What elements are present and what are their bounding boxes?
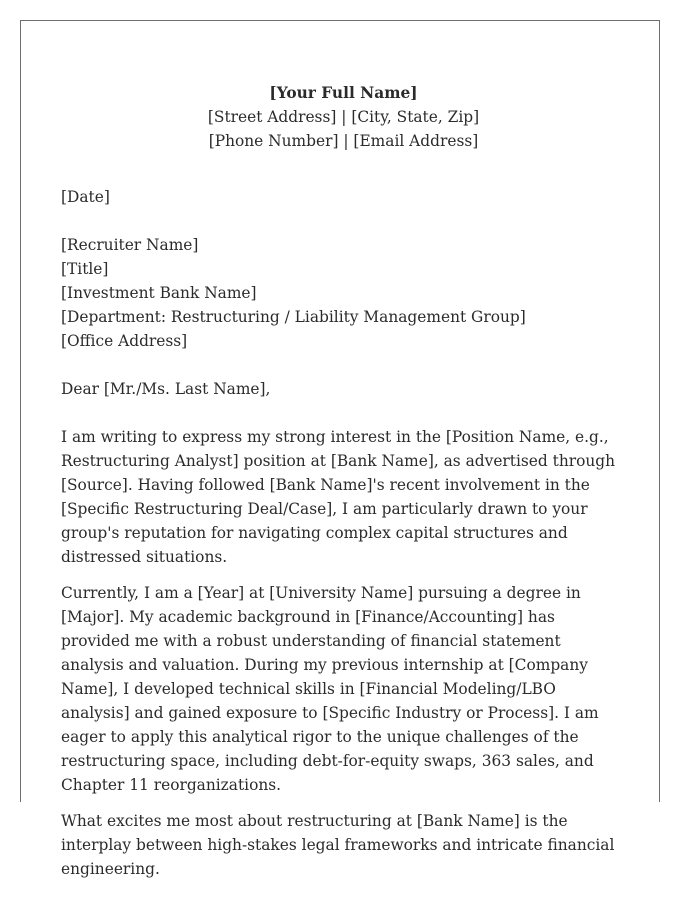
body-paragraph-2: Currently, I am a [Year] at [University Name] pursuing a degree in [Major]. My academic background in [Finance/Accounting] has provided me with a robust understanding of financial statement analysis and valuation. During my previous internship at [Company Name], I developed technical skills in [Financial Modeling/LBO analysis] and gained exposure to [Specific Industry or Process]. I am eager to apply this analytical rigor to the unique challenges of the restructuring space, including debt-for-equity swaps, 363 sales, and Chapter 11 reorganizations.: [61, 584, 599, 794]
sender-name: [Your Full Name]: [269, 84, 418, 102]
recipient-block: [61, 233, 626, 353]
recipient-title: [Title]: [61, 260, 109, 278]
recipient-address: [Office Address]: [61, 332, 188, 350]
salutation-block: [61, 377, 626, 401]
body-paragraph-1: I am writing to express my strong interest in the [Position Name, e.g., Restructuring Analyst] position at [Bank Name], as advertised through [Source]. Having followed [Bank Name]'s recent involvement in the [Specific Restructuring Deal/Case], I am particularly drawn to your group's reputation for navigating complex capital structures and distressed situations.: [61, 428, 616, 566]
recipient-company: [Investment Bank Name]: [61, 284, 257, 302]
letter-content: [61, 81, 626, 893]
recipient-name: [Recruiter Name]: [61, 236, 199, 254]
letter-date-block: [61, 185, 626, 209]
sender-address: [Street Address] | [City, State, Zip]: [207, 108, 480, 126]
letter-date: [Date]: [61, 188, 110, 206]
sender-contact: [Phone Number] | [Email Address]: [208, 132, 479, 150]
body-paragraph-3: What excites me most about restructuring at [Bank Name] is the interplay between high-stakes legal frameworks and intricate financial engineering.: [61, 812, 615, 878]
recipient-department: [Department: Restructuring / Liability Management Group]: [61, 308, 526, 326]
salutation: Dear [Mr./Ms. Last Name],: [61, 380, 271, 398]
letter-page: [20, 20, 660, 878]
letter-header: [61, 81, 626, 153]
